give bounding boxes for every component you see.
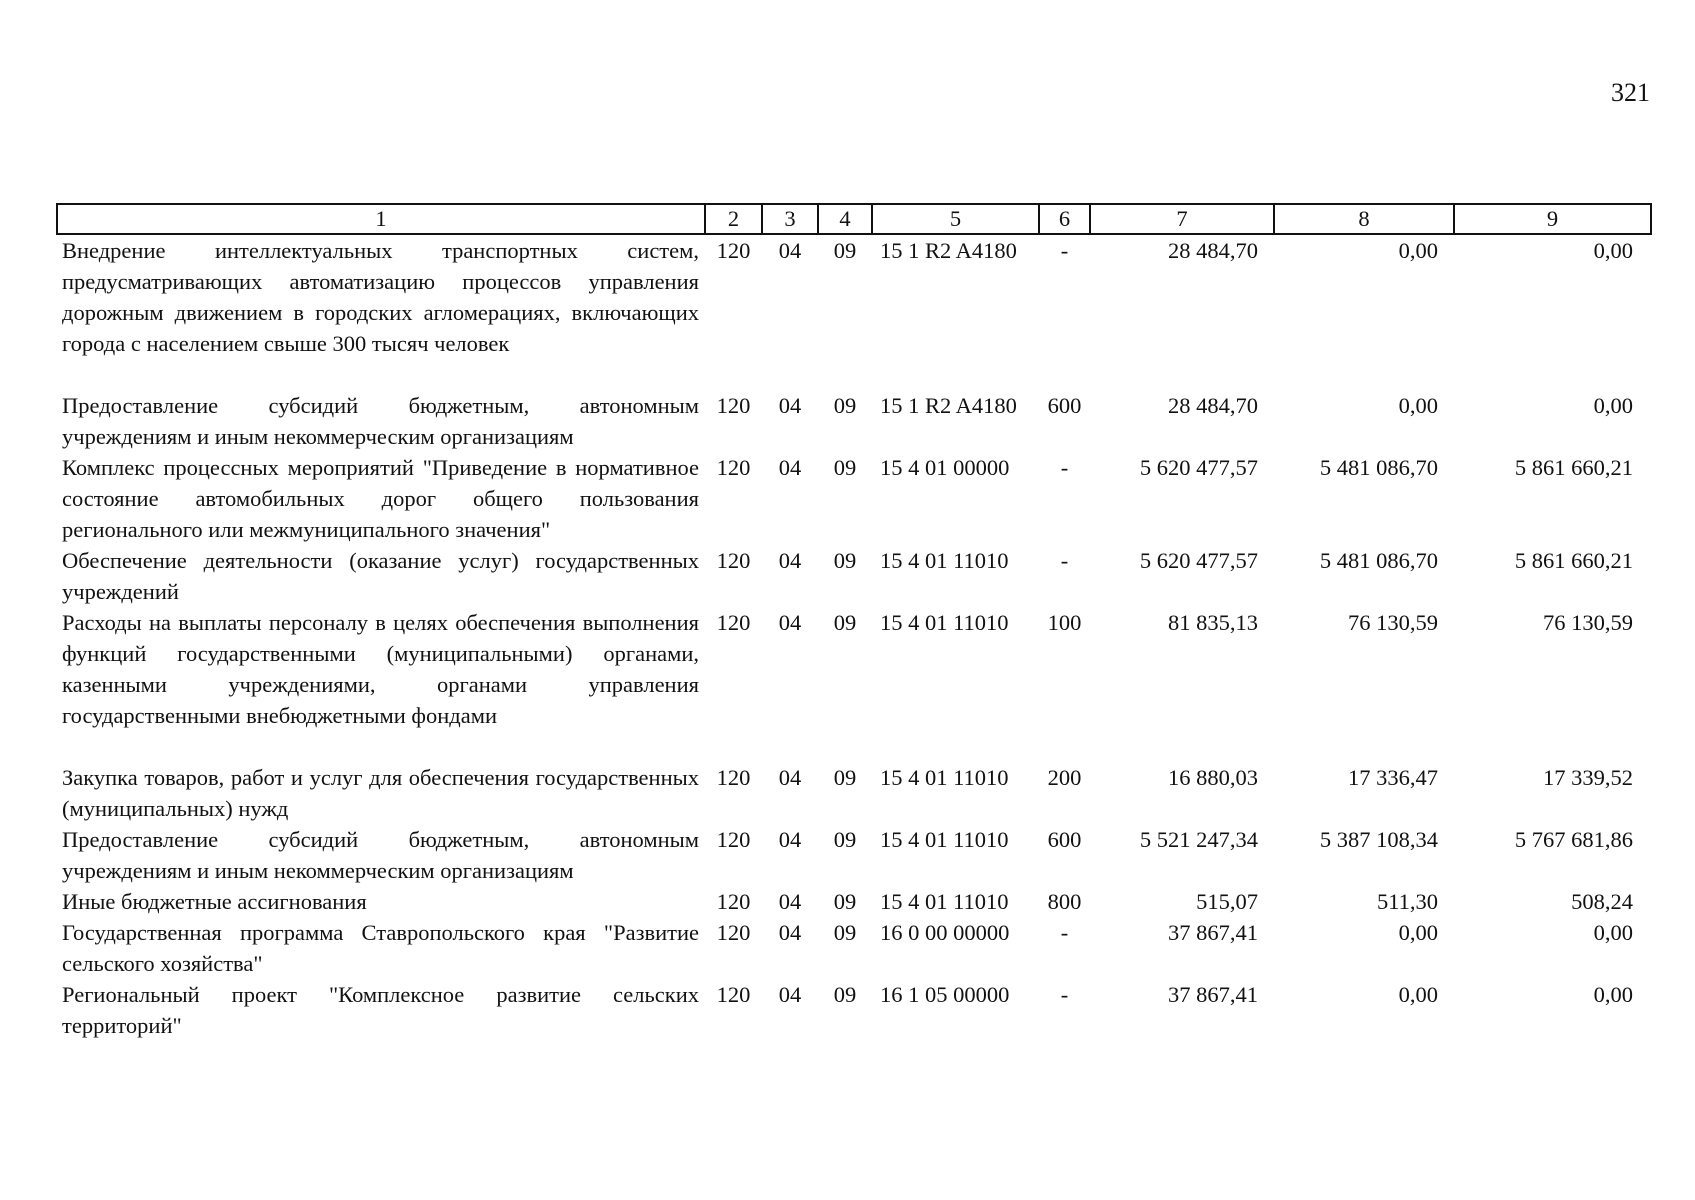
row-col-8: 76 130,59 xyxy=(1348,610,1438,635)
row-col-3: 04 xyxy=(778,455,802,480)
row-col-4: 09 xyxy=(833,765,857,790)
row-col-3: 04 xyxy=(778,548,802,573)
row-col-2: 120 xyxy=(716,548,751,573)
header-col-5: 5 xyxy=(872,204,1039,234)
row-col-6: - xyxy=(1060,548,1069,573)
row-col-5: 15 4 01 11010 xyxy=(880,827,1009,852)
table-row xyxy=(57,545,1651,607)
row-col-5: 16 1 05 00000 xyxy=(880,982,1010,1007)
row-description: Обеспечение деятельности (оказание услуг) государственных учреждений xyxy=(62,548,699,604)
row-description: Внедрение интеллектуальных транспортных систем, предусматривающих автоматизацию процессов управления дорожным движением в городских агломерациях, включающих города с населением свыше 300 тысяч человек xyxy=(62,238,699,356)
row-description: Региональный проект "Комплексное развитие сельских территорий" xyxy=(62,982,699,1038)
row-col-8: 0,00 xyxy=(1398,920,1438,945)
row-col-3: 04 xyxy=(778,827,802,852)
row-col-8: 0,00 xyxy=(1398,982,1438,1007)
row-col-2: 120 xyxy=(716,610,751,635)
budget-table xyxy=(56,203,1652,1041)
row-col-3: 04 xyxy=(778,889,802,914)
row-col-2: 120 xyxy=(716,238,751,263)
row-col-7: 5 620 477,57 xyxy=(1139,455,1258,480)
row-description: Расходы на выплаты персоналу в целях обеспечения выполнения функций государственными (муниципальными) органами, казенными учреждениями, органами управления государственными внебюджетными фондами xyxy=(62,610,699,728)
row-col-6: - xyxy=(1060,238,1069,263)
row-col-7: 515,07 xyxy=(1196,889,1258,914)
row-col-2: 120 xyxy=(716,982,751,1007)
row-col-9: 5 767 681,86 xyxy=(1514,827,1633,852)
row-description: Предоставление субсидий бюджетным, автономным учреждениям и иным некоммерческим организациям xyxy=(62,393,699,449)
row-col-2: 120 xyxy=(716,393,751,418)
table-header-row xyxy=(57,204,1651,234)
row-col-3: 04 xyxy=(778,393,802,418)
row-description: Предоставление субсидий бюджетным, автономным учреждениям и иным некоммерческим организациям xyxy=(62,827,699,883)
table-row xyxy=(57,824,1651,886)
row-col-6: 800 xyxy=(1047,889,1082,914)
row-col-7: 5 620 477,57 xyxy=(1139,548,1258,573)
row-col-9: 76 130,59 xyxy=(1543,610,1633,635)
row-col-6: - xyxy=(1060,920,1069,945)
row-col-7: 16 880,03 xyxy=(1168,765,1258,790)
row-col-4: 09 xyxy=(833,610,857,635)
row-col-2: 120 xyxy=(716,455,751,480)
row-col-6: 100 xyxy=(1047,610,1082,635)
table-row xyxy=(57,390,1651,452)
row-col-9: 0,00 xyxy=(1593,393,1633,418)
row-col-3: 04 xyxy=(778,238,802,263)
header-col-9: 9 xyxy=(1454,204,1651,234)
row-col-6: - xyxy=(1060,455,1069,480)
row-col-5: 15 4 01 11010 xyxy=(880,765,1009,790)
header-col-6: 6 xyxy=(1039,204,1090,234)
row-col-4: 09 xyxy=(833,455,857,480)
header-col-8: 8 xyxy=(1274,204,1454,234)
row-col-4: 09 xyxy=(833,920,857,945)
table-row xyxy=(57,762,1651,824)
row-col-3: 04 xyxy=(778,765,802,790)
row-col-7: 5 521 247,34 xyxy=(1139,827,1258,852)
row-col-5: 15 4 01 11010 xyxy=(880,889,1009,914)
row-col-9: 0,00 xyxy=(1593,982,1633,1007)
row-col-2: 120 xyxy=(716,827,751,852)
row-col-5: 15 1 R2 A4180 xyxy=(880,238,1017,263)
table-row xyxy=(57,607,1651,762)
row-col-4: 09 xyxy=(833,393,857,418)
header-col-7: 7 xyxy=(1090,204,1274,234)
row-col-7: 37 867,41 xyxy=(1168,920,1258,945)
row-col-2: 120 xyxy=(716,765,751,790)
row-col-9: 508,24 xyxy=(1571,889,1633,914)
row-col-7: 28 484,70 xyxy=(1168,238,1258,263)
row-col-9: 0,00 xyxy=(1593,920,1633,945)
row-col-6: 200 xyxy=(1047,765,1082,790)
row-col-3: 04 xyxy=(778,920,802,945)
row-description: Государственная программа Ставропольского края "Развитие сельского хозяйства" xyxy=(62,920,699,976)
table-row xyxy=(57,917,1651,979)
row-col-5: 15 1 R2 A4180 xyxy=(880,393,1017,418)
row-col-6: - xyxy=(1060,982,1069,1007)
row-col-2: 120 xyxy=(716,920,751,945)
row-col-8: 5 387 108,34 xyxy=(1319,827,1438,852)
header-col-1: 1 xyxy=(57,204,705,234)
row-col-7: 81 835,13 xyxy=(1168,610,1258,635)
row-col-4: 09 xyxy=(833,982,857,1007)
row-col-2: 120 xyxy=(716,889,751,914)
row-col-5: 15 4 01 11010 xyxy=(880,548,1009,573)
header-col-2: 2 xyxy=(705,204,762,234)
row-col-8: 511,30 xyxy=(1376,889,1438,914)
page-number: 321 xyxy=(1611,78,1650,107)
row-col-7: 28 484,70 xyxy=(1168,393,1258,418)
row-description: Комплекс процессных мероприятий "Приведение в нормативное состояние автомобильных дорог общего пользования регионального или межмуниципального значения" xyxy=(62,455,699,542)
row-col-9: 5 861 660,21 xyxy=(1514,455,1633,480)
row-col-4: 09 xyxy=(833,889,857,914)
row-col-8: 5 481 086,70 xyxy=(1319,455,1438,480)
row-col-8: 0,00 xyxy=(1398,238,1438,263)
row-description: Закупка товаров, работ и услуг для обеспечения государственных (муниципальных) нужд xyxy=(62,765,699,821)
row-col-8: 5 481 086,70 xyxy=(1319,548,1438,573)
row-col-8: 0,00 xyxy=(1398,393,1438,418)
row-col-9: 5 861 660,21 xyxy=(1514,548,1633,573)
table-row xyxy=(57,452,1651,545)
row-col-9: 17 339,52 xyxy=(1543,765,1633,790)
header-col-3: 3 xyxy=(762,204,818,234)
table-row xyxy=(57,979,1651,1041)
row-col-3: 04 xyxy=(778,982,802,1007)
row-col-5: 16 0 00 00000 xyxy=(880,920,1010,945)
row-col-3: 04 xyxy=(778,610,802,635)
row-col-6: 600 xyxy=(1047,393,1082,418)
row-col-4: 09 xyxy=(833,548,857,573)
row-col-5: 15 4 01 11010 xyxy=(880,610,1009,635)
row-col-8: 17 336,47 xyxy=(1348,765,1438,790)
row-col-6: 600 xyxy=(1047,827,1082,852)
header-col-4: 4 xyxy=(818,204,872,234)
row-description: Иные бюджетные ассигнования xyxy=(62,889,367,914)
table-row xyxy=(57,886,1651,917)
row-col-4: 09 xyxy=(833,827,857,852)
row-col-7: 37 867,41 xyxy=(1168,982,1258,1007)
row-col-9: 0,00 xyxy=(1593,238,1633,263)
row-col-4: 09 xyxy=(833,238,857,263)
table-row xyxy=(57,234,1651,390)
row-col-5: 15 4 01 00000 xyxy=(880,455,1010,480)
